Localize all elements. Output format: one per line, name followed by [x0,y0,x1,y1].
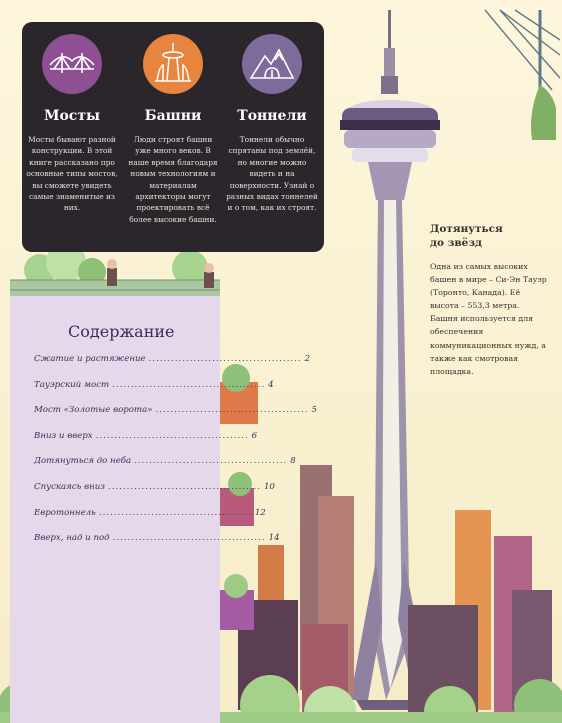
bridge-icon [42,34,102,94]
topic-title: Мосты [43,108,101,124]
contents-item[interactable]: Дотянуться до неба ......................................... 8 [34,456,296,467]
topic-title: Тоннели [237,108,307,124]
contents-item[interactable]: Тауэрский мост ......................................... 4 [34,379,274,390]
topic-bridges [24,34,120,214]
topic-tunnels [224,34,320,214]
topic-towers [125,34,221,225]
topic-text: Люди строят башни уже много веков. В наше время благодаря новым технологиям и материалам архитекторы могут проектировать всё более высокие башни. [128,135,218,224]
tunnel-icon [242,34,302,94]
topic-text: Мосты бывают разной конструкции. В этой книге рассказано про основные типы мостов, вы сможете увидеть самые знаменитые из них. [26,135,118,213]
topic-title: Башни [144,108,202,124]
fact-text: Одна из самых высоких башен в мире – Си-Эн Тауэр (Торонто, Канада). Её высота – 553,3 метра. Башня используется для обеспечения коммуникационных нужд, а также как смотровая площадка. [430,262,547,376]
contents-list [34,354,317,559]
balconies [220,364,258,630]
contents-item[interactable]: Евротоннель ......................................... 12 [34,507,266,518]
contents-item[interactable]: Вверх, над и под ......................................... 14 [34,533,280,544]
fact-sidebar [430,222,548,378]
fact-title: Дотянуться до звёзд [430,223,503,249]
contents-item[interactable]: Спускаясь вниз ......................................... 10 [34,481,275,492]
contents-item[interactable]: Мост «Золотые ворота» ......................................... 5 [34,405,317,416]
contents-title: Содержание [68,322,175,341]
topic-text: Тоннели обычно спрятаны под землёй, но многие можно видеть и на поверхности. Узнай о разных видах тоннелей и о том, как их строят. [226,135,318,213]
intro-panel [22,22,324,252]
contents-item[interactable]: Сжатие и растяжение ......................................... 2 [34,354,311,364]
contents-item[interactable]: Вниз и вверх ......................................... 6 [34,430,258,441]
tower-icon [143,34,203,94]
contents-panel [10,296,317,723]
